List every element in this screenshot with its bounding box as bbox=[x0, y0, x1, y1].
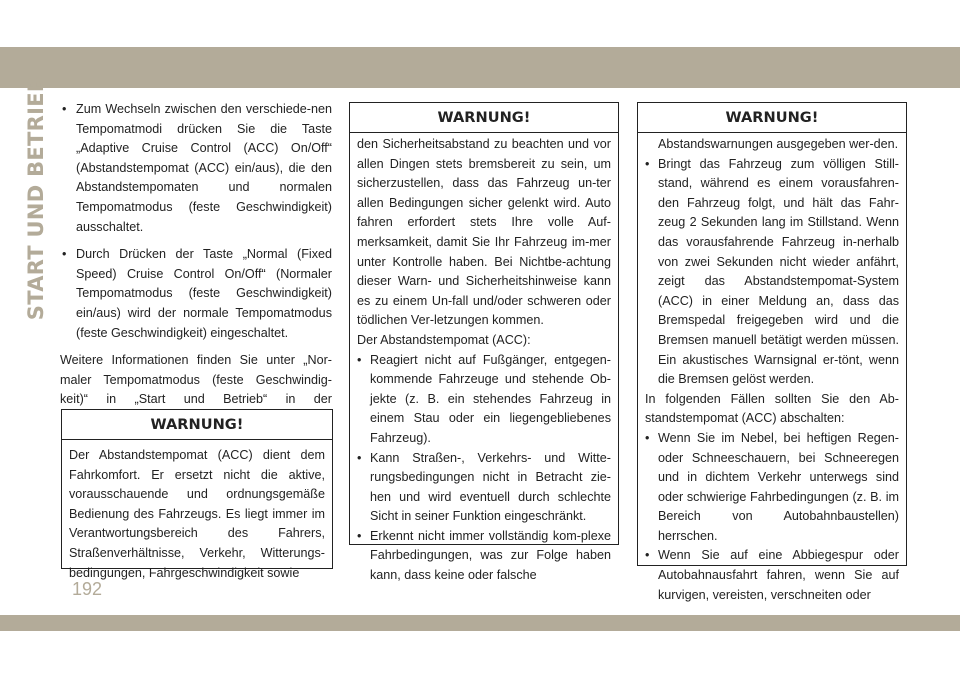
list-item: • Erkennt nicht immer vollständig kom-plexe Fahrbedingungen, was zur Folge haben kann, dass keine oder falsche bbox=[357, 527, 611, 586]
list-item: • Wenn Sie im Nebel, bei heftigen Regen-oder Schneeschauern, bei Schneeregen und in dichtem Verkehr unterwegs sind oder schwierige Fahrbedingungen (z. B. im Bereich von Autobahnbaustellen) herrschen. bbox=[645, 429, 899, 547]
info-paragraph: Weitere Informationen finden Sie unter „Nor-maler Tempomatmodus (feste Geschwindig-keit)“ in „Start und Betrieb“ in der bbox=[60, 353, 332, 407]
warning-title: WARNUNG! bbox=[62, 410, 332, 440]
warning-box-2 bbox=[349, 102, 619, 583]
section-title: START UND BETRIEB bbox=[24, 75, 48, 320]
warning-title: WARNUNG! bbox=[350, 103, 618, 133]
section-tab bbox=[23, 75, 49, 320]
page-number: 192 bbox=[72, 579, 103, 599]
list-item: • Reagiert nicht auf Fußgänger, entgegen-kommende Fahrzeuge und stehende Ob-jekte (z. B. ein stehendes Fahrzeug in einem Stau oder ein liegengebliebenes Fahrzeug). bbox=[357, 351, 611, 449]
footer-band bbox=[0, 615, 960, 631]
warning-text: Der Abstandstempomat (ACC) dient dem Fahrkomfort. Er ersetzt nicht die aktive, vorausschauende und ordnungsgemäße Bedienung des Fahrzeugs. Es liegt immer im Verantwortungsbereich des Fahrers, Straßenverhältnisse, Verkehr, Witterungs-bedingungen, Fahrgeschwindigkeit sowie bbox=[69, 448, 325, 580]
warning-subheading: In folgenden Fällen sollten Sie den Ab-standstempomat (ACC) abschalten: bbox=[645, 391, 899, 426]
warning-box-1 bbox=[61, 409, 333, 580]
warning-box-3 bbox=[637, 102, 907, 602]
header-band bbox=[0, 47, 960, 88]
continued-text: Abstandswarnungen ausgegeben wer-den. bbox=[658, 137, 899, 151]
list-item: • Kann Straßen-, Verkehrs- und Witte-rungsbedingungen nicht in Betracht zie-hen und wird eventuell durch schlechte Sicht in seiner Funktion eingeschränkt. bbox=[357, 449, 611, 527]
list-item: • Wenn Sie auf eine Abbiegespur oder Autobahnausfahrt fahren, wenn Sie auf kurvigen, vereisten, verschneiten oder bbox=[645, 546, 899, 605]
list-item: • Zum Wechseln zwischen den verschiede-nen Tempomatmodi drücken Sie die Taste „Adaptive Cruise Control (ACC) On/Off“ (Abstandstempomat (ACC) ein/aus), die den Abstandstempomaten und normalen Tempomatmodus (feste Geschwindigkeit) ausschaltet. bbox=[60, 100, 332, 237]
warning-title: WARNUNG! bbox=[638, 103, 906, 133]
warning-intro: den Sicherheitsabstand zu beachten und vor allen Dingen stets bremsbereit zu sein, um sicherzustellen, dass das Fahrzeug un-ter allen Bedingungen sicher gelenkt wird. Auto fahren erfordert stets Ihre volle Auf-merksamkeit, damit Sie Ihr Fahrzeug im-mer unter Kontrolle haben. Bei Nichtbe-achtung dieser Warn- und Sicherheitshinweise kann es zu einem Un-fall und/oder schweren oder tödlichen Ver-letzungen kommen. bbox=[357, 137, 611, 328]
column-1 bbox=[60, 100, 332, 430]
list-item: • Bringt das Fahrzeug zum völligen Still-stand, während es einem vorausfahren-den Fahrzeug folgt, und hält das Fahr-zeug 2 Sekunden lang im Stillstand. Wenn das vorausfahrende Fahrzeug in-nerhalb von zwei Sekunden nicht wieder anfährt, zeigt das Abstandstempomat-System (ACC) in einer Meldung an, dass das Bremspedal freigegeben wird und die Bremsen manuell betätigt werden müssen. Ein akustisches Warnsignal er-tönt, wenn die Bremsen gelöst werden. bbox=[645, 155, 899, 390]
acc-label: Der Abstandstempomat (ACC): bbox=[357, 332, 531, 347]
list-item: • Durch Drücken der Taste „Normal (Fixed Speed) Cruise Control On/Off“ (Normaler Tempomatmodus (feste Geschwindigkeit) ein/aus) wird der normale Tempomatmodus (feste Geschwindigkeit) eingeschaltet. bbox=[60, 245, 332, 343]
